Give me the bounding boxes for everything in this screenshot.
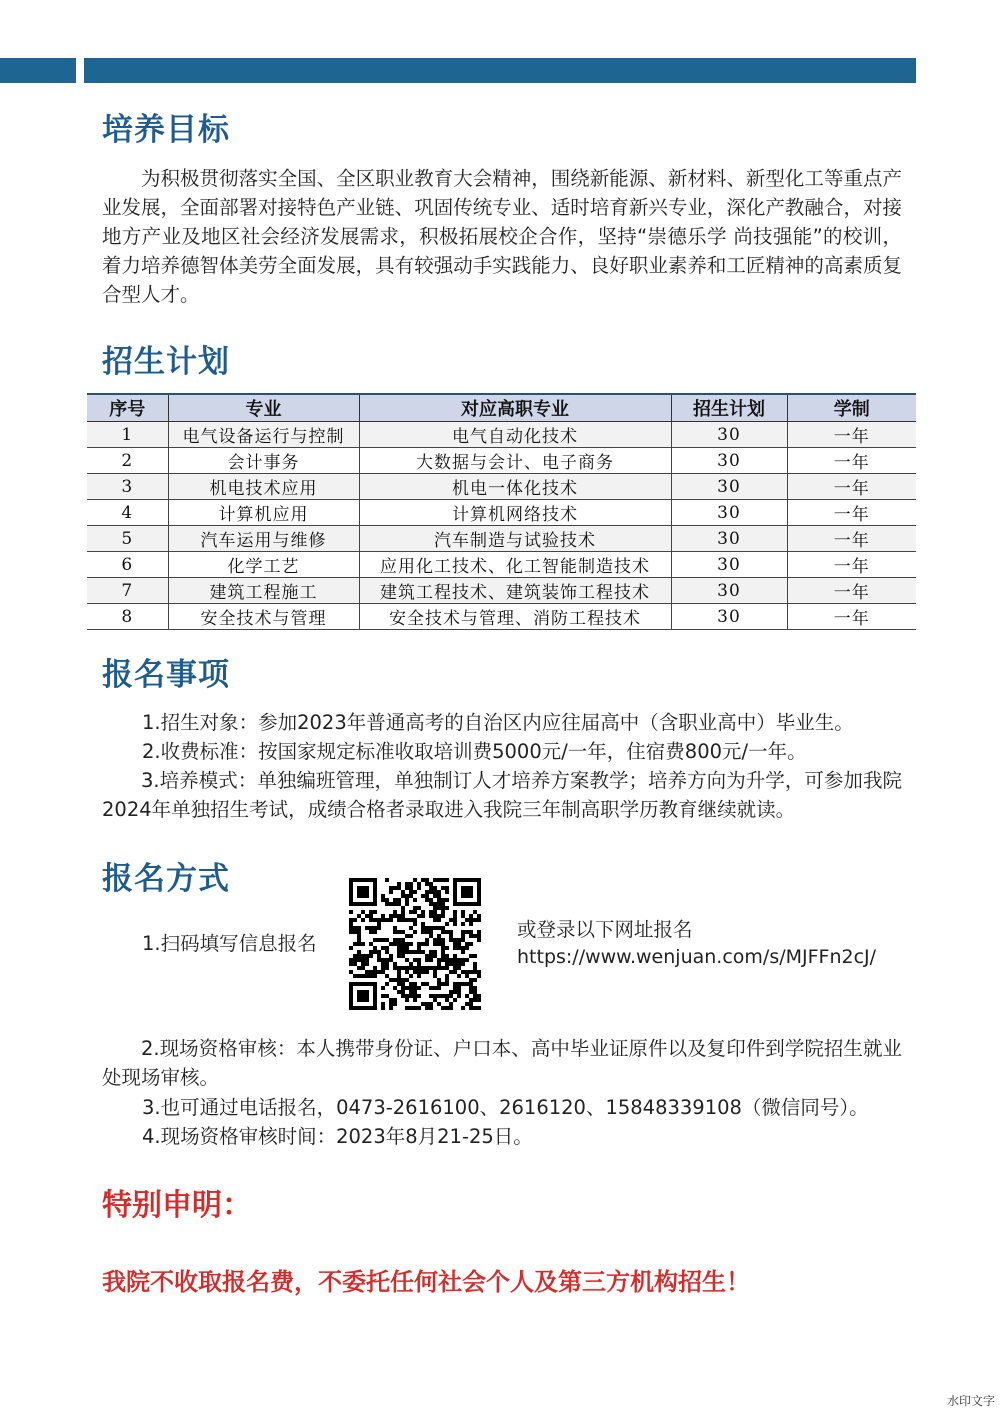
cell-quota: 30 (671, 448, 787, 474)
cell-major: 建筑工程施工 (168, 578, 359, 604)
notice-text: 我院不收取报名费，不委托任何社会个人及第三方机构招生！ (102, 1268, 750, 1296)
cell-college-major: 安全技术与管理、消防工程技术 (359, 604, 671, 630)
cell-duration: 一年 (787, 526, 916, 552)
cell-duration: 一年 (787, 578, 916, 604)
cell-index: 8 (87, 604, 168, 630)
cell-major: 化学工艺 (168, 552, 359, 578)
table-row (87, 448, 916, 474)
notice-title: 特别申明： (102, 1188, 252, 1223)
cell-college-major: 应用化工技术、化工智能制造技术 (359, 552, 671, 578)
cell-major: 计算机应用 (168, 500, 359, 526)
cell-major: 汽车运用与维修 (168, 526, 359, 552)
cell-college-major: 电气自动化技术 (359, 422, 671, 448)
cell-duration: 一年 (787, 422, 916, 448)
section-title-method: 报名方式 (102, 861, 230, 897)
cell-index: 4 (87, 500, 168, 526)
table-row (87, 552, 916, 578)
scan-label: 1.扫码填写信息报名 (142, 932, 317, 955)
cell-major: 机电技术应用 (168, 474, 359, 500)
col-header-index: 序号 (87, 394, 168, 422)
cell-duration: 一年 (787, 604, 916, 630)
cell-major: 电气设备运行与控制 (168, 422, 359, 448)
cell-duration: 一年 (787, 448, 916, 474)
matters-item-2: 2.收费标准：按国家规定标准收取培训费5000元/一年，住宿费800元/一年。 (142, 740, 807, 763)
qr-code-icon[interactable] (349, 878, 481, 1010)
cell-quota: 30 (671, 604, 787, 630)
enrollment-plan-table (87, 393, 916, 630)
table-row (87, 578, 916, 604)
method-item-2: 2.现场资格审核：本人携带身份证、户口本、高中毕业证原件以及复印件到学院招生就业处现场审核。 (102, 1037, 902, 1089)
cell-index: 1 (87, 422, 168, 448)
section-title-goal: 培养目标 (102, 112, 230, 148)
cell-index: 2 (87, 448, 168, 474)
login-label: 或登录以下网址报名 (517, 918, 693, 941)
cell-quota: 30 (671, 422, 787, 448)
registration-url[interactable]: https://www.wenjuan.com/s/MJFFn2cJ/ (517, 946, 877, 968)
matters-item-3: 3.培养模式：单独编班管理，单独制订人才培养方案教学；培养方向为升学，可参加我院2024年单独招生考试，成绩合格者录取进入我院三年制高职学历教育继续就读。 (102, 769, 902, 821)
cell-college-major: 计算机网络技术 (359, 500, 671, 526)
cell-index: 3 (87, 474, 168, 500)
cell-quota: 30 (671, 552, 787, 578)
cell-index: 6 (87, 552, 168, 578)
cell-duration: 一年 (787, 474, 916, 500)
cell-duration: 一年 (787, 552, 916, 578)
cell-index: 7 (87, 578, 168, 604)
cell-quota: 30 (671, 526, 787, 552)
table-header-row (87, 394, 916, 422)
cell-index: 5 (87, 526, 168, 552)
cell-college-major: 机电一体化技术 (359, 474, 671, 500)
cell-college-major: 建筑工程技术、建筑装饰工程技术 (359, 578, 671, 604)
matters-item-1: 1.招生对象：参加2023年普通高考的自治区内应往届高中（含职业高中）毕业生。 (142, 711, 854, 734)
section-title-matters: 报名事项 (102, 657, 230, 693)
cell-major: 安全技术与管理 (168, 604, 359, 630)
cell-quota: 30 (671, 474, 787, 500)
table-row (87, 422, 916, 448)
watermark: 水印文字 (946, 1394, 995, 1408)
cell-major: 会计事务 (168, 448, 359, 474)
cell-quota: 30 (671, 500, 787, 526)
col-header-college-major: 对应高职专业 (359, 394, 671, 422)
col-header-major: 专业 (168, 394, 359, 422)
cell-college-major: 大数据与会计、电子商务 (359, 448, 671, 474)
table-row (87, 604, 916, 630)
cell-quota: 30 (671, 578, 787, 604)
header-bar-gap (76, 40, 84, 102)
col-header-duration: 学制 (787, 394, 916, 422)
cell-duration: 一年 (787, 500, 916, 526)
table-row (87, 500, 916, 526)
table-row (87, 474, 916, 500)
col-header-quota: 招生计划 (671, 394, 787, 422)
method-item-4: 4.现场资格审核时间：2023年8月21-25日。 (142, 1125, 533, 1148)
header-bar (0, 58, 916, 83)
cell-college-major: 汽车制造与试验技术 (359, 526, 671, 552)
table-row (87, 526, 916, 552)
section-title-plan: 招生计划 (102, 344, 230, 380)
method-item-3: 3.也可通过电话报名，0473-2616100、2616120、15848339108（微信同号）。 (142, 1096, 869, 1119)
goal-paragraph: 为积极贯彻落实全国、全区职业教育大会精神，围绕新能源、新材料、新型化工等重点产业发展，全面部署对接特色产业链、巩固传统专业、适时培育新兴专业，深化产教融合，对接地方产业及地区社会经济发展需求，积极拓展校企合作，坚持“崇德乐学 尚技强能”的校训，着力培养德智体美劳全面发展，具有较强动手实践能力、良好职业素养和工匠精神的高素质复合型人才。 (102, 167, 902, 306)
